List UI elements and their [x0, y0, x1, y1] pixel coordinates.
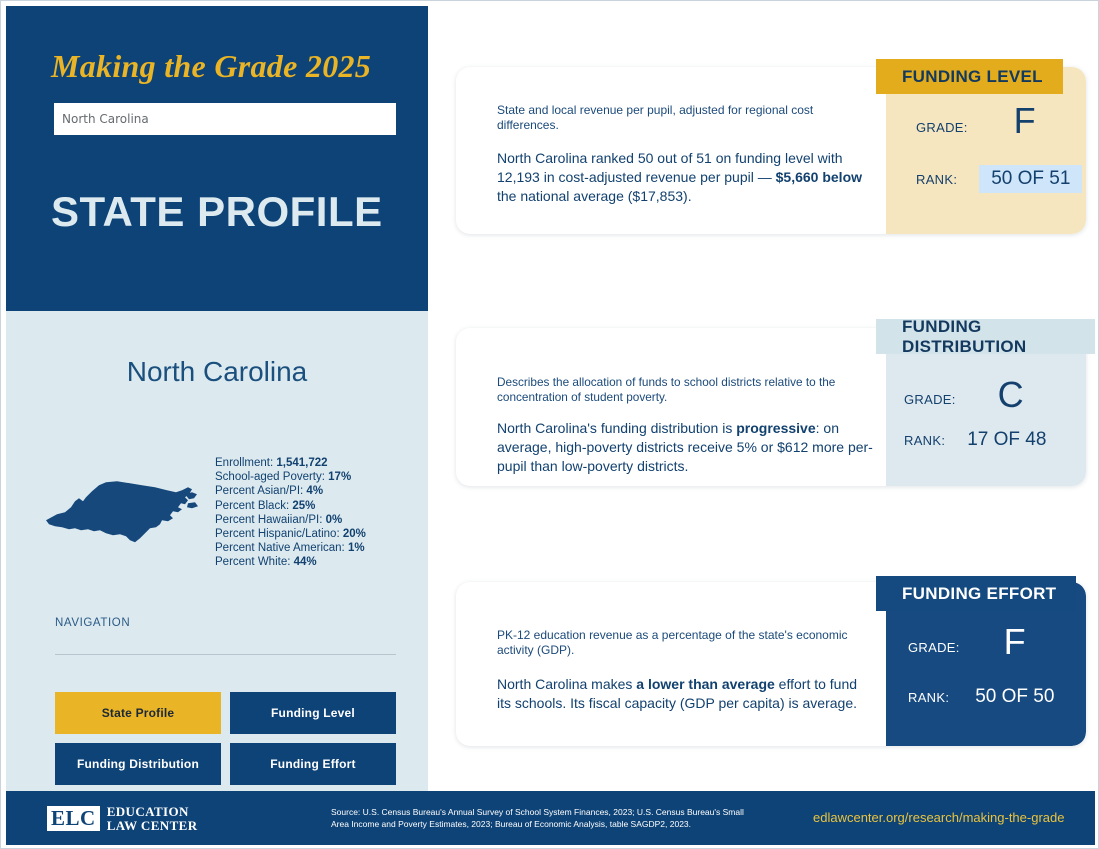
grade-row — [908, 621, 1026, 665]
summary-pre: North Carolina ranked 50 out of 51 on funding level with 12,193 in cost-adjusted revenue per pupil — — [497, 150, 843, 185]
demo-label: School-aged Poverty: — [215, 471, 325, 484]
funding-effort-summary — [497, 675, 869, 713]
tab-funding-distribution[interactable]: FUNDING DISTRIBUTION — [876, 319, 1095, 354]
demo-label: Percent Asian/PI: — [215, 485, 304, 498]
brand-title: Making the Grade 2025 — [51, 48, 372, 84]
demo-value: 1% — [347, 542, 365, 555]
elc-logo-line2: LAW CENTER — [106, 817, 198, 833]
rank-row — [916, 165, 1082, 193]
elc-logo-mark: ELC — [47, 806, 100, 831]
rank-value: 17 OF 48 — [967, 429, 1047, 450]
page-title: STATE PROFILE — [51, 188, 383, 235]
demo-label: Percent Hispanic/Latino: — [215, 528, 340, 541]
demographics-list — [215, 456, 415, 570]
grade-value: C — [997, 374, 1024, 415]
funding-effort-body — [456, 582, 886, 746]
demo-value: 0% — [325, 513, 343, 526]
list-item — [215, 484, 415, 498]
funding-level-description: State and local revenue per pupil, adjusted for regional cost differences. — [497, 103, 814, 132]
funding-level-body — [456, 67, 886, 234]
funding-distribution-body — [456, 328, 886, 486]
rank-row — [908, 686, 1054, 708]
rank-value: 50 OF 51 — [979, 165, 1082, 193]
summary-pre: North Carolina's funding distribution is — [497, 420, 737, 436]
summary-emphasis: $5,660 below — [775, 169, 863, 185]
demo-label: Percent Hawaiian/PI: — [215, 513, 323, 526]
demo-label: Percent Native American: — [215, 542, 345, 555]
list-item — [215, 499, 415, 513]
rank-value: 50 OF 50 — [975, 686, 1055, 707]
rank-row — [904, 429, 1046, 451]
list-item — [215, 555, 415, 569]
footer-url-link[interactable]: edlawcenter.org/research/making-the-grade — [813, 810, 1065, 825]
navigation-buttons — [55, 692, 396, 786]
footer-source-note: Source: U.S. Census Bureau's Annual Survey of School System Finances, 2023; U.S. Census Bureau's Small Area Income and Poverty Estimates, 2023; Bureau of Economic Analysis, table SAGDP2, 2023. — [331, 807, 744, 829]
demo-value: 25% — [292, 499, 316, 512]
grade-value: F — [1003, 621, 1026, 662]
sidebar-item-funding-level[interactable]: Funding Level — [230, 692, 396, 734]
cards-region — [433, 6, 1095, 791]
sidebar — [6, 6, 428, 791]
tab-funding-level[interactable]: FUNDING LEVEL — [876, 59, 1063, 94]
north-carolina-map-icon — [42, 472, 202, 550]
navigation-divider — [55, 654, 396, 655]
grade-label: GRADE: — [908, 639, 960, 655]
summary-post: the national average ($17,853). — [497, 188, 692, 204]
summary-pre: North Carolina makes — [497, 676, 637, 692]
elc-logo — [47, 802, 198, 835]
navigation-label: NAVIGATION — [55, 617, 131, 629]
list-item — [215, 470, 415, 484]
grade-value: F — [1013, 100, 1036, 141]
sidebar-item-funding-distribution[interactable]: Funding Distribution — [55, 743, 221, 785]
elc-logo-line1: EDUCATION — [106, 803, 189, 819]
state-search-input[interactable] — [54, 103, 396, 135]
list-item — [215, 541, 415, 555]
demo-value: 20% — [342, 528, 366, 541]
sidebar-item-state-profile[interactable]: State Profile — [55, 692, 221, 734]
grade-row — [904, 374, 1024, 417]
rank-label: RANK: — [916, 171, 958, 187]
summary-emphasis: progressive — [736, 420, 816, 436]
sidebar-item-funding-effort[interactable]: Funding Effort — [230, 743, 396, 785]
rank-label: RANK: — [908, 689, 950, 705]
funding-distribution-summary — [497, 419, 879, 476]
demo-value: 4% — [306, 485, 324, 498]
tab-funding-effort[interactable]: FUNDING EFFORT — [876, 576, 1076, 611]
list-item — [215, 456, 415, 470]
summary-post: effort to fund its schools. Its fiscal capacity (GDP per capita) is average. — [497, 676, 858, 711]
demo-label: Enrollment: — [215, 457, 274, 469]
grade-row — [916, 100, 1036, 145]
state-name: North Carolina — [126, 356, 308, 387]
demo-value: 17% — [328, 471, 352, 484]
demo-label: Percent White: — [215, 556, 291, 569]
grade-label: GRADE: — [916, 119, 968, 135]
demo-label: Percent Black: — [215, 499, 290, 512]
funding-distribution-description: Describes the allocation of funds to school districts relative to the concentration of student poverty. — [497, 375, 836, 404]
grade-label: GRADE: — [904, 391, 956, 407]
elc-logo-words — [107, 805, 198, 833]
funding-effort-description: PK-12 education revenue as a percentage of the state's economic activity (GDP). — [497, 628, 848, 657]
summary-post: : on average, high-poverty districts receive 5% or $612 more per-pupil than low-poverty districts. — [497, 420, 873, 474]
sidebar-header — [6, 6, 428, 311]
demo-value: 44% — [293, 556, 317, 569]
list-item — [215, 513, 415, 527]
summary-emphasis: a lower than average — [636, 676, 775, 692]
funding-level-summary — [497, 149, 879, 206]
rank-label: RANK: — [904, 432, 946, 448]
demo-value: 1,541,722 — [276, 457, 328, 469]
list-item — [215, 527, 415, 541]
